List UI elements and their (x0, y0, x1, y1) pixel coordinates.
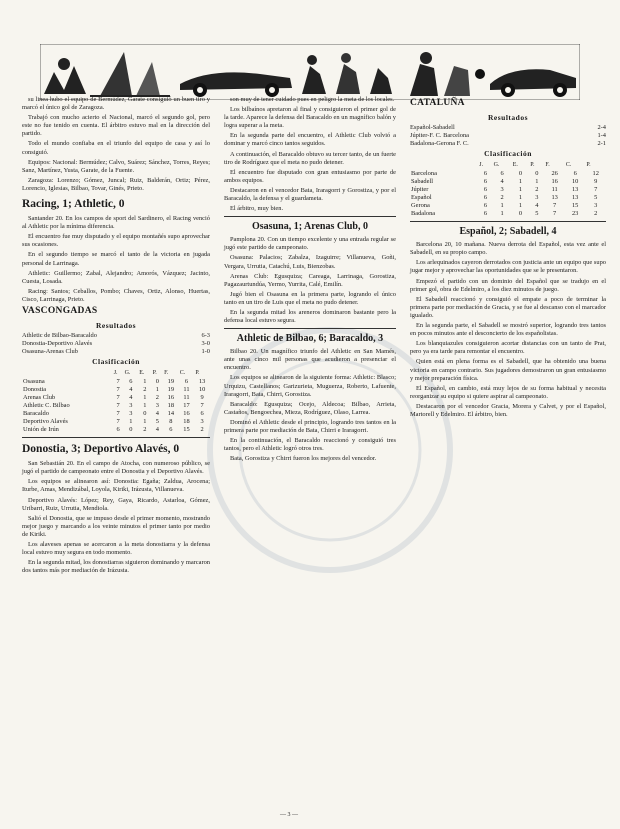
paragraph: A continuación, el Baracaldo obtuvo su tercer tanto, de un fuerte tiro de Rodríguez que el meta no pudo detener. (224, 150, 396, 166)
paragraph: Empezó el partido con un dominio del Español que se tradujo en el primer gol, obra de Edelmiro, a los diez minutos de juego. (410, 277, 606, 293)
table-row: Deportivo Alavés 7 1 1 5 8 18 3 (23, 418, 204, 426)
paragraph: Los equipos se alinearon así: Donostia: Egaña; Zaldua, Arocena; Iturbe, Amas, Mendizábal, Loyola, Kiriki, Irázusta, Villanueva. (22, 478, 210, 494)
standings-heading: Clasificación (484, 149, 532, 159)
paragraph: Los equipos se alinearon de la siguiente forma: Athletic: Blasco; Urquizu, Castellanos; Garizurieta, Muguerza, Roberto, Lafuente, Iraragorri, Bata, Chirri, Gorostiza. (224, 374, 396, 398)
paragraph: Barcelona 20, 10 mañana. Nueva derrota del Español, esta vez ante el Sabadell, en su propio campo. (410, 241, 606, 257)
table-row: Gerona 6 1 1 4 7 15 3 (411, 202, 598, 210)
results-list (22, 332, 210, 356)
result-row: Español-Sabadell 2-4 (410, 124, 606, 132)
headline-espanol-sabadell: Español, 2; Sabadell, 4 (459, 226, 557, 238)
results-list (410, 124, 606, 148)
standings-table (22, 368, 210, 434)
result-row: Donostia-Deportivo Alavés 3-0 (22, 340, 210, 348)
paragraph: Deportivo Alavés: López; Rey, Gaya, Ricardo, Astarloa, Gómez, Uribarri, Ruiz, Urrutia, Mendiola. (22, 496, 210, 512)
paragraph: Los blanquiazules consiguieron acortar distancias con un tanto de Prat, pero ya era tarde para remontar el encuentro. (410, 340, 606, 356)
divider (224, 216, 396, 217)
paragraph: El encuentro fue muy disputado y el equipo montañés supo aprovechar sus ocasiones. (22, 233, 210, 249)
table-header-row: J. G. E. P. F. C. P. (113, 370, 200, 377)
paragraph: En la segunda parte, el Sabadell se mostró superior, logrando tres tantos en pocos minutos ante el desconcierto de los españolistas. (410, 322, 606, 338)
table-row: Badalona 6 1 0 5 7 23 2 (411, 210, 598, 218)
paragraph: Racing: Santos; Ceballos, Pombo; Chaves, Ortiz, Alonso, Huertas, Cisco, Larrinaga, Prieto. (22, 287, 210, 303)
standings-heading: Clasificación (92, 357, 140, 367)
table-row: Athletic C. Bilbao 7 3 1 3 18 17 7 (23, 402, 204, 410)
section-title-cataluna: CATALUÑA (410, 98, 465, 108)
column-right (410, 96, 606, 421)
divider (224, 328, 396, 329)
paragraph: Destacaron por el vencedor Gracia, Morera y Calvet, y por el Español, Martorell y Edelmiro. El árbitro, bien. (410, 402, 606, 418)
paragraph: El encuentro fue disputado con gran entusiasmo por parte de ambos equipos. (224, 168, 396, 184)
column-left (22, 96, 210, 577)
divider (410, 221, 606, 222)
paragraph: En la segunda mitad los areneros dominaron bastante pero la defensa local estuvo segura. (224, 308, 396, 325)
table-row: Barcelona 6 6 0 0 26 6 12 (411, 170, 599, 178)
paragraph: Bata, Gorostiza y Chirri fueron los mejores del vencedor. (230, 455, 377, 463)
paragraph: En el segundo tiempo se marcó el tanto de la victoria en jugada personal de Larrinaga. (22, 251, 210, 267)
headline-athletic-baracaldo: Athletic de Bilbao, 6; Baracaldo, 3 (236, 333, 384, 345)
paragraph: Osasuna: Palacios; Zabalza, Izaguirre; Villanueva, Goñi, Vergara, Urrutia, Catachú, Luis, Bienzobas. (224, 254, 396, 270)
table-row: Unión de Irún 6 0 2 4 6 15 2 (23, 426, 204, 434)
paragraph: Los alaveses apenas se acercaron a la meta donostiarra y la defensa local estuvo muy segura en todo momento. (22, 541, 210, 557)
paragraph: Jugó bien el Osasuna en la primera parte, logrando el único tanto en un tiro de Luis que el meta no pudo detener. (224, 290, 396, 306)
paragraph: Arenas Club: Egusquiza; Careaga, Larrinaga, Gorostiza, Pagazaurtundúa, Yermo, Yurrita, Calé, Emilín. (224, 272, 396, 288)
table-row: Júpiter 6 3 1 2 11 13 7 (411, 186, 598, 194)
table-row: Baracaldo 7 3 0 4 14 16 6 (23, 410, 204, 418)
paragraph: Santander 20. En los campos de sport del Sardinero, el Racing venció al Athletic por la mínima diferencia. (22, 215, 210, 231)
result-row: Athletic de Bilbao-Baracaldo 6-3 (22, 332, 210, 340)
paragraph: En la segunda mitad, los donostiarras siguieron dominando y marcaron dos tantos más por mediación de Irázusta. (22, 559, 210, 575)
sports-banner-illustration (40, 44, 580, 100)
table-row: Donostia 7 4 2 1 19 11 10 (23, 386, 206, 394)
headline-donostia-alaves: Donostia, 3; Deportivo Alavés, 0 (22, 443, 180, 456)
paragraph: Zaragoza: Lorenzo; Gómez, Juncal; Ruiz, Balderán, Ortiz; Pérez, Lorencio, Iglesias, Bilbao, Tovar, Ginés, Prieto. (22, 176, 210, 192)
paragraph: Destacaron en el vencedor Bata, Iraragorri y Gorostiza, y por el Baracaldo, la defensa y el guardameta. (224, 186, 396, 203)
standings-table (410, 160, 606, 218)
paragraph: En la continuación, el Baracaldo reaccionó y consiguió tres tantos, pero el Athletic logró otros tres. (224, 437, 396, 453)
paragraph: Todo el mundo confiaba en el triunfo del equipo de casa y así lo consiguió. (22, 140, 210, 156)
headline-osasuna-arenas: Osasuna, 1; Arenas Club, 0 (252, 221, 368, 233)
paragraph: Athletic: Guillermo; Zabal, Alejandro; Amorós, Vázquez; Jacinto, Cuesta, Losada. (22, 269, 210, 285)
column-middle (224, 96, 396, 465)
result-row: Osasuna-Arenas Club 1-0 (22, 348, 210, 356)
headline-racing-athletic: Racing, 1; Athletic, 0 (22, 198, 125, 211)
paragraph: Pamplona 20. Con un tiempo excelente y una entrada regular se jugó este partido de campeonato. (224, 236, 396, 252)
section-title-vascongadas: VASCONGADAS (22, 305, 98, 316)
paragraph: En la segunda parte del encuentro, el Athletic Club volvió a dominar y marcó cinco tantos seguidos. (224, 132, 396, 148)
paragraph: Equipos: Nacional: Bermúdez; Calvo, Suárez; Sánchez, Torres, Reyes; Sanz, Martínez, Yusta, Garate, de la Fuente. (22, 158, 210, 174)
result-row: Júpiter-F. C. Barcelona 1-4 (410, 132, 606, 140)
results-heading: Resultados (487, 113, 528, 122)
paragraph: Baracaldo: Egusquiza; Ocejo, Aldecoa; Bilbao, Arrieta, Castaños, Bengoechea, Mieza, Rodríguez, Olaso, Larrea. (224, 400, 396, 416)
paragraph: Trabajó con mucho acierto el Nacional, marcó el segundo gol, pero este no fue tenido en cuenta. El árbitro estuvo mal en la dirección del partido. (22, 114, 210, 138)
table-row: Sabadell 6 4 1 1 16 10 9 (411, 178, 598, 186)
paragraph: Los arlequinados cayeron derrotados con justicia ante un equipo que supo jugar mejor y aprovechar las oportunidades que se le presentaron. (410, 259, 606, 275)
paragraph: Dominó el Athletic desde el principio, logrando tres tantos en la primera parte por mediación de Bata, Chirri e Iraragorri. (224, 418, 396, 434)
result-row: Badalona-Gerona F. C. 2-1 (410, 140, 606, 148)
table-row: Arenas Club 7 4 1 2 16 11 9 (23, 394, 204, 402)
table-header-row: J. G. E. P. F. C. P. (479, 162, 591, 169)
paragraph: El Español, en cambio, está muy lejos de su forma habitual y necesita reorganizar su equipo si quiere aspirar al campeonato. (410, 384, 606, 400)
paragraph: Los bilbaínos apretaron al final y consiguieron el primer gol de la tarde. Aparece la defensa del Baracaldo en un magnífico balón y logra superar a la meta. (224, 106, 396, 130)
page-number: — 3 — (280, 812, 298, 818)
paragraph: son muy de tener cuidado pues en peligro la meta de los locales. (230, 96, 395, 103)
divider (22, 437, 210, 438)
paragraph: Quien está en plena forma es el Sabadell, que ha obtenido una buena victoria en campo contrario. Sus jugadores demostraron un gran entusiasmo y mejor preparación física. (410, 358, 606, 382)
paragraph: El árbitro, muy bien. (230, 205, 284, 213)
paragraph: su linea hubo el equipo de Bermúdez, Garate consiguió un buen tiro y marcó el único gol de Zaragoza. (22, 96, 210, 112)
paragraph: El Sabadell reaccionó y consiguió el empate a poco de terminar la primera parte por mediación de Gracia, y se fue al descanso con el marcador igualado. (410, 295, 606, 319)
table-row: Osasuna 7 6 1 0 19 6 13 (23, 378, 206, 386)
paragraph: San Sebastián 20. En el campo de Atocha, con numeroso público, se jugó el partido de campeonato entre el Donostia y el Deportivo Alavés. (22, 460, 210, 476)
table-row: Español 6 2 1 3 13 13 5 (411, 194, 598, 202)
paragraph: Salió el Donostia, que se impuso desde el primer momento, mostrando mejor juego y marcando a los veinte minutos el primer tanto por medio de Kiriki. (22, 514, 210, 538)
paragraph: Bilbao 20. Un magnífico triunfo del Athletic en San Mamés, ante unas cinco mil personas que acudieron a presenciar el encuentro. (224, 348, 396, 372)
results-heading: Resultados (95, 320, 136, 330)
